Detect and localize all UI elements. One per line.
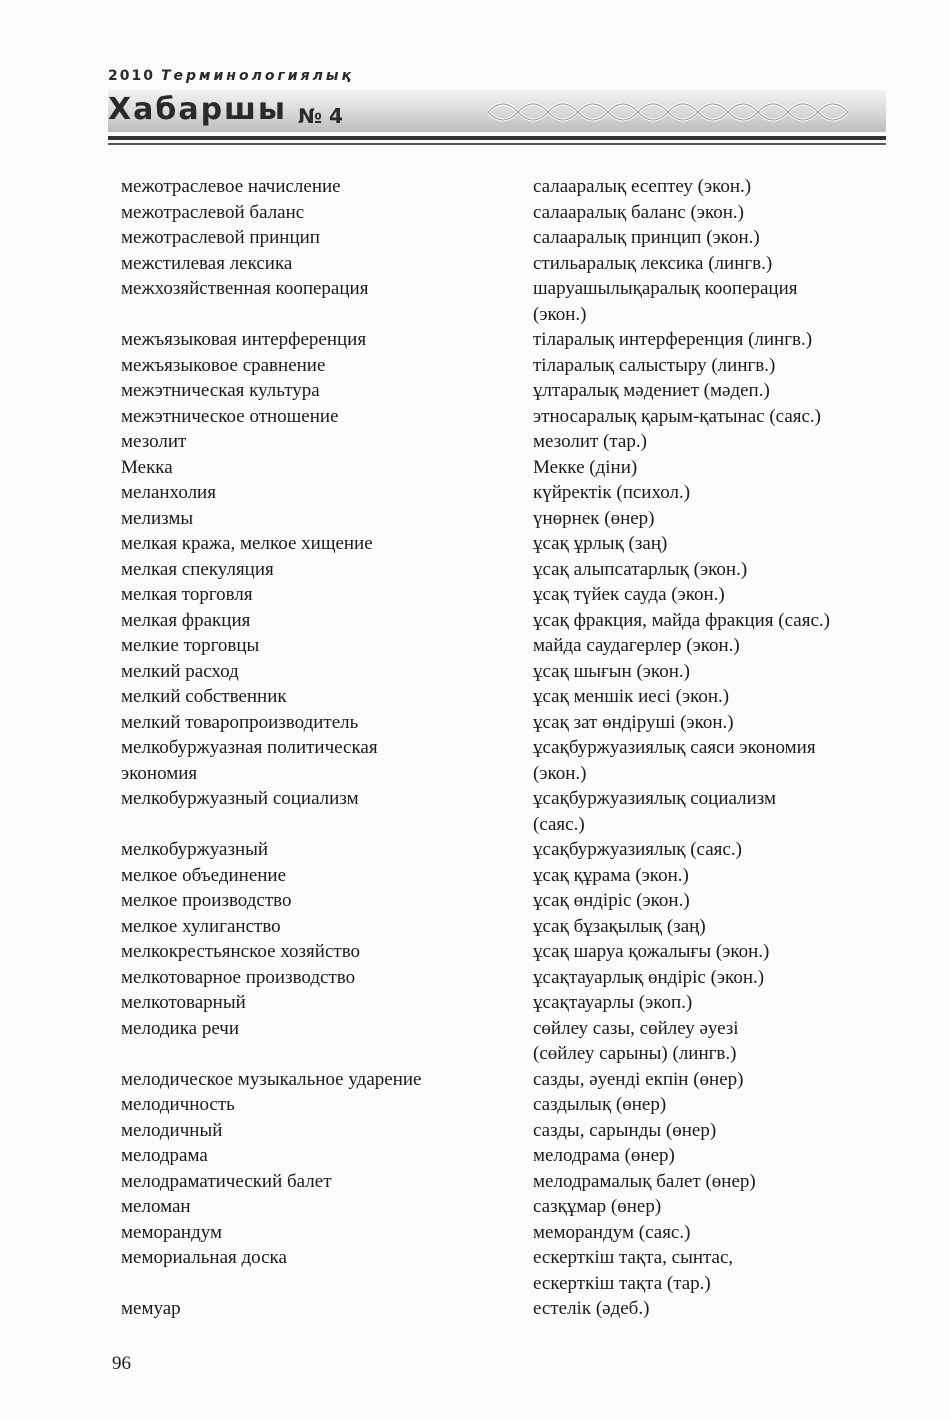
entry-kazakh-line: ұсақ меншік иесі (экон.)	[533, 686, 730, 707]
entry-kazakh-line: ұсақ зат өндіруші (экон.)	[533, 711, 734, 733]
entry-russian: мелодическое музыкальное ударение	[121, 1068, 422, 1090]
entry-kazakh	[533, 735, 816, 761]
entry-kazakh-line: (экон.)	[533, 303, 587, 325]
entry-russian: меланхолия	[121, 482, 216, 503]
entry-kazakh	[533, 1067, 743, 1093]
entry-russian: мелкое производство	[121, 890, 292, 911]
entry-kazakh	[533, 684, 729, 710]
entry-kazakh	[533, 837, 742, 863]
entry-kazakh-line: үнөрнек (өнер)	[533, 507, 655, 529]
entry-kazakh-line: ұлтаралық мәдениет (мәдеп.)	[533, 380, 770, 401]
entry-kazakh	[533, 225, 760, 251]
entry-kazakh-line: ұсақ фракция, майда фракция (саяс.)	[533, 609, 830, 631]
entry-russian: мелкая спекуляция	[121, 558, 274, 580]
entry-kazakh-line: ұсақ түйек сауда (экон.)	[533, 584, 725, 605]
entry-russian: экономия	[121, 762, 198, 784]
entry-kazakh	[533, 1143, 675, 1169]
entry-russian: меморандум	[121, 1221, 223, 1243]
entry-russian: мелодика речи	[121, 1017, 240, 1039]
entry-russian: межэтническая культура	[121, 380, 320, 401]
entry-russian: мелкобуржуазный	[121, 839, 269, 860]
entry-kazakh-line: ұсақбуржуазиялық саяси экономия	[533, 737, 816, 758]
entry-kazakh	[533, 251, 772, 277]
entry-russian: межъязыковая интерференция	[121, 329, 367, 350]
entry-russian: меломан	[121, 1196, 191, 1217]
entry-russian: мелкий товаропроизводитель	[121, 711, 359, 733]
entry-russian: мелкокрестьянское хозяйство	[121, 941, 361, 962]
entry-russian: мелизмы	[121, 507, 194, 529]
entry-kazakh	[533, 174, 751, 200]
header-top-line	[108, 68, 354, 84]
entry-kazakh-line: тіларалық интерференция (лингв.)	[533, 329, 813, 350]
entry-kazakh-line: этносаралық қарым-қатынас (саяс.)	[533, 405, 822, 427]
entry-kazakh-line: ұсақ бұзақылық (заң)	[533, 915, 706, 937]
entry-russian: мелкая торговля	[121, 584, 253, 605]
entry-kazakh	[533, 404, 821, 430]
entry-russian: мелкобуржуазный социализм	[121, 788, 359, 809]
entry-kazakh-line: стильаралық лексика (лингв.)	[533, 252, 773, 274]
entry-russian: мелодрама	[121, 1145, 208, 1166]
entry-kazakh-line: меморандум (саяс.)	[533, 1221, 691, 1243]
entry-kazakh-line: шаруашылықаралық кооперация	[533, 278, 798, 299]
entry-kazakh	[533, 1118, 716, 1144]
entry-kazakh	[533, 531, 667, 557]
entry-kazakh-line: (сөйлеу сарыны) (лингв.)	[533, 1043, 737, 1064]
entry-kazakh	[533, 455, 637, 481]
entry-russian: мезолит	[121, 431, 187, 452]
header-magazine: Терминологиялық	[160, 68, 354, 84]
entry-kazakh	[533, 710, 734, 736]
entry-kazakh	[533, 327, 812, 353]
entry-kazakh-line: (экон.)	[533, 762, 587, 784]
entry-kazakh-line: ұсақ құрама (экон.)	[533, 864, 689, 886]
entry-russian: межхозяйственная кооперация	[121, 278, 369, 299]
entry-russian: мелкотоварное производство	[121, 966, 356, 988]
entry-russian: мелодичность	[121, 1094, 235, 1115]
entry-kazakh	[533, 1220, 690, 1246]
entry-kazakh-line: сазды, сарынды (өнер)	[533, 1119, 717, 1141]
entry-kazakh	[533, 990, 692, 1016]
header-issue: № 4	[298, 104, 343, 128]
entry-russian: мелкое хулиганство	[121, 915, 281, 937]
page-header	[108, 68, 888, 158]
entry-russian: межъязыковое сравнение	[121, 354, 326, 376]
entry-russian: межстилевая лексика	[121, 252, 293, 274]
entry-kazakh-line: тіларалық салыстыру (лингв.)	[533, 354, 776, 376]
entry-kazakh	[533, 863, 689, 889]
header-rule-thin	[108, 143, 886, 145]
ornament-icon	[483, 94, 863, 130]
header-title: Хабаршы	[108, 92, 288, 127]
entry-russian: мелодичный	[121, 1119, 223, 1141]
entry-kazakh	[533, 1296, 649, 1322]
entry-russian: межотраслевой принцип	[121, 227, 320, 248]
entry-kazakh	[533, 1092, 666, 1118]
entry-kazakh-line: ұсақ ұрлық (заң)	[533, 533, 668, 554]
entry-russian: мелкая фракция	[121, 609, 251, 631]
entry-russian: мемуар	[121, 1298, 181, 1319]
page-number: 96	[112, 1353, 131, 1374]
entry-kazakh	[533, 888, 690, 914]
entry-kazakh	[533, 1169, 756, 1195]
entry-kazakh	[533, 480, 690, 506]
entry-kazakh-line: мелодрама (өнер)	[533, 1145, 675, 1166]
entry-russian: мелкий собственник	[121, 686, 287, 707]
entry-kazakh-line: ұсақ шығын (экон.)	[533, 660, 690, 682]
entry-kazakh	[533, 1245, 733, 1296]
entry-kazakh	[533, 557, 747, 583]
entry-kazakh-line: ұсақтауарлық өндіріс (экон.)	[533, 966, 765, 988]
entry-kazakh-line: сөйлеу сазы, сөйлеу әуезі	[533, 1017, 739, 1039]
entry-kazakh-line: ұсақбуржуазиялық (саяс.)	[533, 839, 742, 860]
entry-russian: мелодраматический балет	[121, 1170, 332, 1192]
entry-kazakh	[533, 378, 770, 404]
entry-kazakh	[533, 506, 655, 532]
entry-kazakh-line: саздылық (өнер)	[533, 1094, 667, 1115]
header-year: 2010	[108, 68, 155, 84]
entry-kazakh-line: ұсақтауарлы (экоп.)	[533, 992, 693, 1013]
entry-kazakh	[533, 429, 647, 455]
entry-russian: мелкий расход	[121, 660, 239, 682]
entry-kazakh	[533, 1194, 661, 1220]
entry-russian: мелкая кража, мелкое хищение	[121, 533, 373, 554]
entry-kazakh	[533, 200, 744, 226]
entry-kazakh	[533, 1016, 739, 1067]
entry-kazakh	[533, 276, 798, 327]
entry-kazakh-line: күйректік (психол.)	[533, 482, 691, 503]
entry-kazakh-line: естелік (әдеб.)	[533, 1298, 650, 1319]
entry-kazakh	[533, 582, 725, 608]
entry-russian: Мекка	[121, 456, 173, 478]
entry-kazakh-line: сазқұмар (өнер)	[533, 1196, 662, 1217]
entry-kazakh	[533, 608, 830, 634]
entry-kazakh-line: ұсақ алыпсатарлық (экон.)	[533, 558, 748, 580]
entry-kazakh-line: ұсақбуржуазиялық социализм	[533, 788, 777, 809]
entry-russian: межотраслевое начисление	[121, 176, 341, 197]
entry-kazakh	[533, 914, 706, 940]
entry-russian: мелкотоварный	[121, 992, 246, 1013]
entry-kazakh	[533, 965, 764, 991]
entry-russian: мелкие торговцы	[121, 635, 260, 656]
entry-kazakh-line: ұсақ шаруа қожалығы (экон.)	[533, 941, 770, 962]
entry-kazakh-line: ескерткіш тақта (тар.)	[533, 1272, 711, 1294]
entry-kazakh-line: ұсақ өндіріс (экон.)	[533, 890, 690, 911]
entry-kazakh-line: салааралық есептеу (экон.)	[533, 176, 752, 197]
entry-kazakh-line: мезолит (тар.)	[533, 431, 647, 452]
entry-kazakh	[533, 761, 587, 787]
entry-russian: мелкое объединение	[121, 864, 287, 886]
entry-kazakh-line: мелодрамалық балет (өнер)	[533, 1170, 756, 1192]
entry-kazakh-line: (саяс.)	[533, 813, 585, 835]
entry-russian: мемориальная доска	[121, 1247, 287, 1268]
entry-kazakh-line: майда саудагерлер (экон.)	[533, 635, 740, 656]
entry-kazakh	[533, 939, 769, 965]
entry-kazakh-line: ескерткіш тақта, сынтас,	[533, 1247, 734, 1268]
entry-kazakh	[533, 633, 740, 659]
entry-kazakh-line: сазды, әуенді екпін (өнер)	[533, 1068, 744, 1090]
entry-kazakh	[533, 659, 690, 685]
entry-russian: межотраслевой баланс	[121, 201, 305, 223]
entry-kazakh-line: салааралық баланс (экон.)	[533, 201, 744, 223]
entry-russian: мелкобуржуазная политическая	[121, 737, 378, 758]
entry-kazakh	[533, 786, 776, 837]
entry-kazakh-line: салааралық принцип (экон.)	[533, 227, 760, 248]
entry-russian: межэтническое отношение	[121, 405, 339, 427]
entry-kazakh	[533, 353, 775, 379]
header-rule-thick	[108, 136, 886, 140]
entry-kazakh-line: Мекке (діни)	[533, 456, 638, 478]
